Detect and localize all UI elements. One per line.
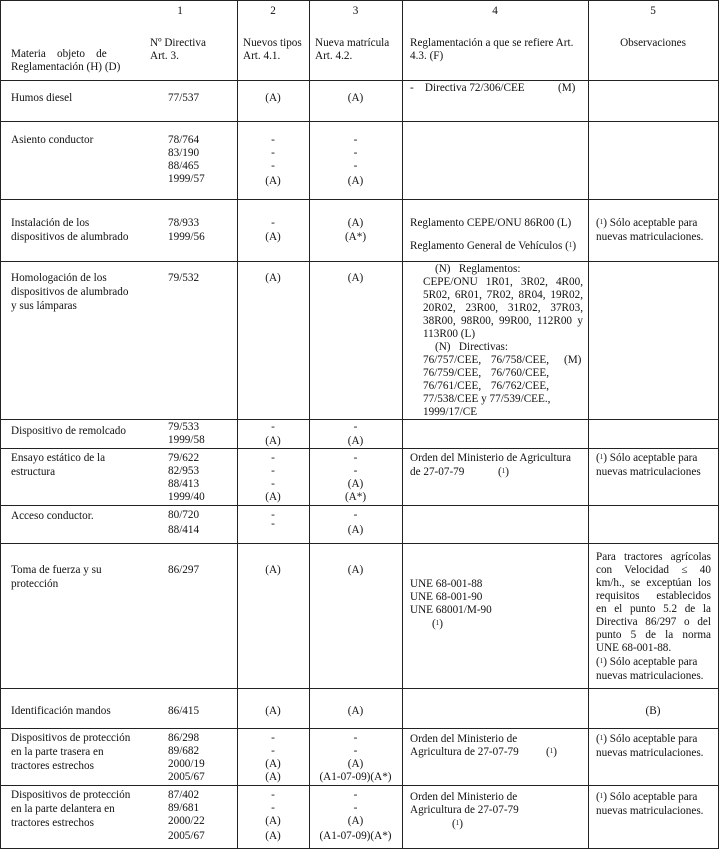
row-materia: Homologación de los	[11, 272, 107, 284]
row-directiva: 2000/19	[168, 758, 205, 770]
row-observaciones: nuevas matriculaciones	[596, 466, 701, 478]
row-nuevos-tipos: -	[271, 732, 275, 744]
row-reglamentacion: UNE 68-001-88	[410, 578, 483, 590]
row-nuevos-tipos: -	[271, 509, 275, 521]
row-materia: protección	[11, 578, 59, 590]
row-directiva: 2005/67	[168, 830, 205, 842]
col-number-5: 5	[650, 5, 656, 17]
row-nuevos-tipos: -	[271, 134, 275, 146]
row-observaciones: Para tractores agrícolas	[596, 551, 711, 563]
header-reglamentacion-line2: 4.3. (F)	[410, 50, 444, 62]
row-nueva-matricula: (A1-07-09)(A*)	[319, 771, 392, 783]
row-reglamentacion: 76/761/CEE, 76/762/CEE,	[423, 380, 549, 392]
row-reglamentacion: UNE 68-001-90	[410, 591, 483, 603]
row-nueva-matricula: (A1-07-09)(A*)	[319, 830, 392, 842]
header-directiva-line1: Nº Directiva	[150, 37, 206, 49]
row-nuevos-tipos: (A)	[265, 758, 281, 770]
row-directiva: 79/622	[168, 452, 200, 464]
row-reglamentacion-mark: (M)	[564, 354, 582, 366]
row-reglamentacion: 77/538/CEE y 77/539/CEE.,	[423, 393, 551, 405]
row-nuevos-tipos: -	[271, 789, 275, 801]
row-reglamentacion: UNE 68001/M-90	[410, 604, 492, 616]
row-reglamentacion: de 27-07-79	[410, 466, 465, 478]
header-nuevos-tipos-line1: Nuevos tipos	[243, 37, 302, 49]
row-nuevos-tipos: -	[271, 802, 275, 814]
row-nueva-matricula: (A)	[347, 272, 364, 284]
row-nuevos-tipos: (A)	[265, 231, 281, 243]
header-nuevos-tipos-line2: Art. 4.1.	[243, 50, 281, 62]
row-directiva: 89/682	[168, 745, 200, 757]
row-reglamentacion: - Directiva 72/306/CEE	[410, 82, 525, 94]
row-nueva-matricula: (A)	[347, 564, 364, 576]
row-nueva-matricula: (A)	[347, 175, 364, 187]
row-directiva: 79/532	[168, 272, 200, 284]
row-observaciones: ($^1$) Sólo aceptable para	[596, 217, 698, 229]
row-materia: tractores estrechos	[11, 817, 94, 829]
header-materia-line2: Reglamentación (H) (D)	[11, 61, 121, 73]
row-reglamentacion: Orden del Ministerio de	[410, 733, 518, 745]
row-nuevos-tipos: (A)	[265, 175, 281, 187]
row-reglamentacion: 76/757/CEE, 76/758/CEE,	[423, 354, 549, 366]
row-reglamentacion: (N) Directivas:	[435, 341, 509, 353]
row-materia: Dispositivos de protección	[11, 732, 131, 744]
col-number-4: 4	[492, 5, 498, 17]
row-materia: Asiento conductor	[11, 134, 94, 146]
row-reglamentacion: 20R02, 23R00, 31R02, 37R03,	[423, 302, 583, 314]
row-directiva: 1999/56	[168, 231, 205, 243]
row-observaciones: ($^1$) Sólo aceptable para	[596, 791, 698, 803]
row-directiva: 88/414	[168, 524, 200, 536]
row-reglamentacion-mark: (M)	[558, 82, 576, 94]
row-reglamentacion: Agricultura de 27-07-79	[410, 746, 519, 758]
row-nuevos-tipos: (A)	[265, 435, 281, 447]
row-materia: Ensayo estático de la	[11, 452, 106, 464]
row-directiva: 80/720	[168, 509, 200, 521]
row-directiva: 86/415	[168, 705, 200, 717]
header-materia-line1: Materia objeto de	[11, 48, 107, 60]
row-nuevos-tipos: (A)	[265, 815, 281, 827]
row-materia: en la parte delantera en	[11, 803, 115, 815]
row-materia: dispositivos de alumbrado	[11, 231, 129, 243]
row-directiva: 1999/58	[168, 434, 205, 446]
row-observaciones: UNE 68-001-88.	[596, 642, 672, 654]
row-reglamentacion: Reglamento CEPE/ONU 86R00 (L)	[410, 217, 572, 229]
row-nueva-matricula: (A)	[347, 435, 364, 447]
row-materia: Dispositivos de protección	[11, 789, 131, 801]
row-materia: Dispositivo de remolcado	[11, 425, 126, 437]
row-directiva: 79/533	[168, 421, 200, 433]
row-directiva: 2005/67	[168, 771, 205, 783]
row-nueva-matricula: -	[353, 147, 358, 159]
row-materia: Humos diesel	[11, 92, 73, 104]
row-nuevos-tipos: -	[271, 478, 275, 490]
row-directiva: 1999/40	[168, 491, 205, 503]
row-directiva: 77/537	[168, 92, 200, 104]
row-reglamentacion: 1999/17/CE	[423, 406, 478, 418]
header-nueva-matricula-line2: Art. 4.2.	[315, 50, 353, 62]
row-reglamentacion: Orden del Ministerio de Agricultura	[410, 452, 571, 464]
row-nuevos-tipos: -	[271, 452, 275, 464]
header-directiva-line2: Art. 3.	[150, 50, 179, 62]
row-reglamentacion: 113R00 (L)	[423, 328, 476, 340]
row-nuevos-tipos: -	[271, 745, 275, 757]
row-reglamentacion-note: ($^1$)	[432, 618, 443, 630]
row-observaciones: nuevas matriculaciones.	[596, 747, 704, 759]
row-reglamentacion: Agricultura de 27-07-79	[410, 804, 519, 816]
row-nueva-matricula: (A*)	[344, 231, 367, 243]
row-nuevos-tipos: (A)	[265, 272, 281, 284]
row-nuevos-tipos: (A)	[265, 92, 281, 104]
row-nueva-matricula: -	[353, 789, 358, 801]
row-observaciones: en el punto 5.2 de la	[596, 603, 711, 615]
row-reglamentacion-note: ($^1$)	[546, 746, 557, 758]
row-reglamentacion: 76/759/CEE, 76/760/CEE,	[423, 367, 549, 379]
row-materia: y sus lámparas	[11, 300, 77, 312]
row-nueva-matricula: (A)	[347, 478, 364, 490]
row-directiva: 82/953	[168, 465, 200, 477]
row-materia: tractores estrechos	[11, 760, 94, 772]
header-nueva-matricula-line1: Nueva matrícula	[315, 37, 390, 49]
col-number-2: 2	[270, 5, 276, 17]
row-nueva-matricula: -	[353, 802, 358, 814]
row-directiva: 88/465	[168, 160, 200, 172]
row-nuevos-tipos: -	[271, 160, 275, 172]
row-observaciones: nuevas matriculaciones.	[596, 805, 704, 817]
row-nueva-matricula: (A)	[347, 217, 364, 229]
row-reglamentacion-note: ($^1$)	[452, 818, 463, 830]
row-observaciones: km/h., se exceptúan los	[596, 577, 711, 589]
row-materia: dispositivos de alumbrado	[11, 286, 129, 298]
row-nueva-matricula: -	[353, 732, 358, 744]
row-observaciones: ($^1$) Sólo aceptable para	[596, 733, 698, 745]
row-directiva: 83/190	[168, 147, 200, 159]
col-number-3: 3	[352, 5, 359, 17]
row-directiva: 86/297	[168, 564, 200, 576]
row-nueva-matricula: -	[353, 134, 358, 146]
row-observaciones: Directiva 86/297 o del	[596, 616, 711, 628]
row-observaciones: con Velocidad ≤ 40	[596, 564, 711, 576]
row-directiva: 89/681	[168, 802, 200, 814]
row-nueva-matricula: -	[353, 465, 358, 477]
row-nuevos-tipos: -	[271, 147, 275, 159]
row-reglamentacion: 5R02, 6R01, 7R02, 8R04, 19R02,	[423, 289, 583, 301]
row-materia: Instalación de los	[11, 217, 90, 229]
col-number-1: 1	[177, 5, 183, 17]
row-observaciones: punto 5 de la norma	[596, 629, 711, 641]
row-nueva-matricula: -	[353, 160, 358, 172]
row-nuevos-tipos: -	[271, 421, 275, 433]
row-nueva-matricula: (A)	[347, 524, 364, 536]
row-nuevos-tipos: (A)	[265, 771, 281, 783]
row-materia: Toma de fuerza y su	[11, 564, 102, 576]
row-observaciones: ($^1$) Sólo aceptable para	[596, 452, 698, 464]
header-reglamentacion-line1: Reglamentación a que se refiere Art.	[410, 37, 574, 49]
row-materia: Acceso conductor.	[11, 510, 94, 522]
row-nuevos-tipos: -	[271, 217, 275, 229]
row-materia: Identificación mandos	[11, 705, 111, 717]
row-nuevos-tipos: (A)	[265, 564, 281, 576]
header-observaciones: Observaciones	[620, 37, 686, 49]
row-nuevos-tipos: (A)	[265, 491, 281, 503]
row-reglamentacion: (N) Reglamentos:	[435, 263, 521, 275]
row-observaciones: (B)	[645, 705, 661, 717]
row-directiva: 87/402	[168, 789, 200, 801]
row-directiva: 2000/22	[168, 815, 205, 827]
row-materia: estructura	[11, 466, 56, 478]
row-nueva-matricula: (A*)	[344, 491, 367, 503]
row-directiva: 1999/57	[168, 173, 205, 185]
row-nuevos-tipos: (A)	[265, 705, 281, 717]
row-directiva: 78/764	[168, 134, 200, 146]
row-nuevos-tipos: -	[271, 465, 275, 477]
row-nueva-matricula: (A)	[347, 92, 364, 104]
row-nueva-matricula: (A)	[347, 758, 364, 770]
row-directiva: 86/298	[168, 732, 200, 744]
row-reglamentacion: CEPE/ONU 1R01, 3R02, 4R00,	[423, 276, 583, 288]
row-reglamentacion: Orden del Ministerio de	[410, 791, 518, 803]
row-nuevos-tipos: -	[271, 518, 275, 530]
row-reglamentacion: Reglamento General de Vehículos ($^1$)	[410, 240, 577, 252]
row-nueva-matricula: -	[353, 421, 358, 433]
row-reglamentacion: 38R00, 98R00, 99R00, 112R00 y	[423, 315, 583, 327]
row-nuevos-tipos: (A)	[265, 830, 281, 842]
row-nueva-matricula: -	[353, 509, 358, 521]
row-nueva-matricula: -	[353, 745, 358, 757]
row-observaciones: nuevas matriculaciones.	[596, 670, 704, 682]
row-observaciones: ($^1$) Sólo aceptable para	[596, 656, 698, 668]
row-directiva: 78/933	[168, 217, 200, 229]
row-materia: en la parte trasera en	[11, 746, 104, 758]
row-observaciones: nuevas matriculaciones.	[596, 231, 704, 243]
row-observaciones: requisitos establecidos	[596, 590, 711, 602]
row-reglamentacion-note: ($^1$)	[498, 466, 509, 478]
row-directiva: 88/413	[168, 478, 200, 490]
row-nueva-matricula: -	[353, 452, 358, 464]
row-nueva-matricula: (A)	[347, 815, 364, 827]
row-nueva-matricula: (A)	[347, 705, 364, 717]
